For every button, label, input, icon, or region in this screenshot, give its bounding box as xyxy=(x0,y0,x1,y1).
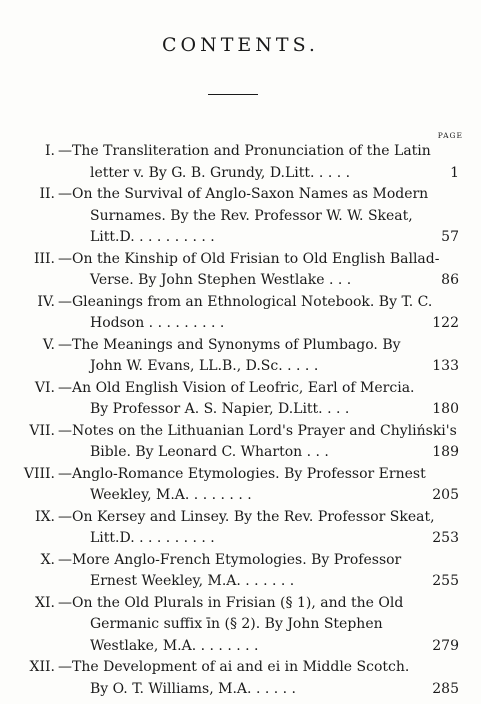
entry-page-number: 1 xyxy=(450,164,459,181)
entry-text: Bible. By Leonard C. Wharton . . . xyxy=(90,444,329,460)
entry-text: Surnames. By the Rev. Professor W. W. Skeat, xyxy=(90,207,413,224)
toc-entry-line xyxy=(0,614,481,636)
entry-page-number: 122 xyxy=(432,315,459,331)
toc-entry-line xyxy=(0,550,481,572)
entry-text: letter v. By G. B. Grundy, D.Litt. . . . . xyxy=(90,164,351,181)
entry-text: Verse. By John Stephen Westlake . . . xyxy=(90,272,352,288)
entry-text: —On Kersey and Linsey. By the Rev. Professor Skeat, xyxy=(58,508,435,525)
entry-number: IX. xyxy=(35,508,55,525)
entry-text: —The Meanings and Synonyms of Plumbago. By xyxy=(58,336,401,353)
entry-number: II. xyxy=(39,186,55,202)
entry-text: —On the Kinship of Old Frisian to Old English Ballad- xyxy=(58,250,440,267)
entry-text: Westlake, M.A. . . . . . . . xyxy=(90,637,259,654)
toc-entry xyxy=(0,141,481,184)
entry-page-number: 285 xyxy=(432,680,459,697)
toc-entry xyxy=(0,378,481,421)
entry-number: VI. xyxy=(34,379,55,396)
entry-number: X. xyxy=(40,551,55,568)
toc-entry-line xyxy=(0,313,481,335)
entry-text: Litt.D. . . . . . . . . . xyxy=(90,530,215,546)
entry-number: VIII. xyxy=(23,465,55,482)
toc-entry-line xyxy=(0,227,481,249)
toc-entry xyxy=(0,593,481,658)
entry-text: Ernest Weekley, M.A. . . . . . . xyxy=(90,573,295,589)
heading-rule xyxy=(208,94,258,95)
entry-page-number: 255 xyxy=(432,573,459,589)
toc-entry-line xyxy=(0,657,481,679)
entry-text: John W. Evans, LL.B., D.Sc. . . . . xyxy=(90,358,319,374)
toc-entry-line xyxy=(0,356,481,378)
entry-number: IV. xyxy=(37,293,55,310)
page-column-label: PAGE xyxy=(437,131,463,140)
entry-text: —On the Survival of Anglo-Saxon Names as Modern xyxy=(58,186,429,202)
entry-page-number: 86 xyxy=(441,272,459,288)
toc-entry-line xyxy=(0,593,481,615)
toc-entry-line xyxy=(0,421,481,443)
entry-number: VII. xyxy=(29,422,55,439)
entry-page-number: 205 xyxy=(432,487,459,503)
toc-entry-line xyxy=(0,163,481,185)
toc-entry-line xyxy=(0,378,481,400)
entry-text: Germanic suffix īn (§ 2). By John Stephen xyxy=(90,616,383,632)
entry-text: —The Transliteration and Pronunciation of the Latin xyxy=(58,143,431,159)
entry-page-number: 279 xyxy=(432,637,459,654)
entry-page-number: 133 xyxy=(432,358,459,374)
toc-entry-line xyxy=(0,184,481,206)
toc-entry-line xyxy=(0,571,481,593)
toc-entry-line xyxy=(0,270,481,292)
toc-entry-line xyxy=(0,399,481,421)
toc-entry-line xyxy=(0,249,481,271)
entry-text: —An Old English Vision of Leofric, Earl of Mercia. xyxy=(58,379,415,396)
entry-number: XII. xyxy=(29,659,55,675)
toc-entry xyxy=(0,335,481,378)
entry-text: Litt.D. . . . . . . . . . xyxy=(90,229,215,245)
toc-entry xyxy=(0,507,481,550)
contents-heading: CONTENTS. xyxy=(162,34,319,56)
entry-page-number: 189 xyxy=(432,444,459,460)
entry-text: Hodson . . . . . . . . . xyxy=(90,315,225,331)
entry-text: —Gleanings from an Ethnological Notebook. By T. C. xyxy=(58,293,433,310)
entry-number: V. xyxy=(42,336,55,353)
toc-entry-line xyxy=(0,206,481,228)
toc-entry xyxy=(0,464,481,507)
toc-entry-line xyxy=(0,528,481,550)
entry-text: —More Anglo-French Etymologies. By Professor xyxy=(58,551,402,568)
entry-number: III. xyxy=(33,250,55,267)
toc-entry xyxy=(0,550,481,593)
toc-entry xyxy=(0,184,481,249)
toc-entry-line xyxy=(0,507,481,529)
toc-entry-line xyxy=(0,141,481,163)
toc-entry-line xyxy=(0,292,481,314)
toc-entry-line xyxy=(0,335,481,357)
entry-number: XI. xyxy=(35,594,55,611)
entry-page-number: 180 xyxy=(432,401,459,417)
toc-entry-line xyxy=(0,636,481,658)
toc-entry-line xyxy=(0,679,481,701)
entry-text: —On the Old Plurals in Frisian (§ 1), and the Old xyxy=(58,594,404,611)
entry-text: Weekley, M.A. . . . . . . . xyxy=(90,487,252,503)
entry-number: I. xyxy=(45,143,55,159)
toc-entry-line xyxy=(0,442,481,464)
toc-list xyxy=(0,141,481,700)
toc-entry xyxy=(0,249,481,292)
toc-entry-line xyxy=(0,464,481,486)
entry-text: —The Development of ai and ei in Middle Scotch. xyxy=(58,659,410,675)
toc-entry-line xyxy=(0,485,481,507)
entry-text: By O. T. Williams, M.A. . . . . . xyxy=(90,680,296,697)
entry-text: By Professor A. S. Napier, D.Litt. . . . xyxy=(90,401,350,417)
entry-text: —Anglo-Romance Etymologies. By Professor Ernest xyxy=(58,465,426,482)
entry-text: —Notes on the Lithuanian Lord's Prayer and Chyliński's xyxy=(58,422,457,439)
toc-entry xyxy=(0,292,481,335)
toc-entry xyxy=(0,657,481,700)
entry-page-number: 253 xyxy=(432,530,459,546)
entry-page-number: 57 xyxy=(441,229,459,245)
toc-entry xyxy=(0,421,481,464)
